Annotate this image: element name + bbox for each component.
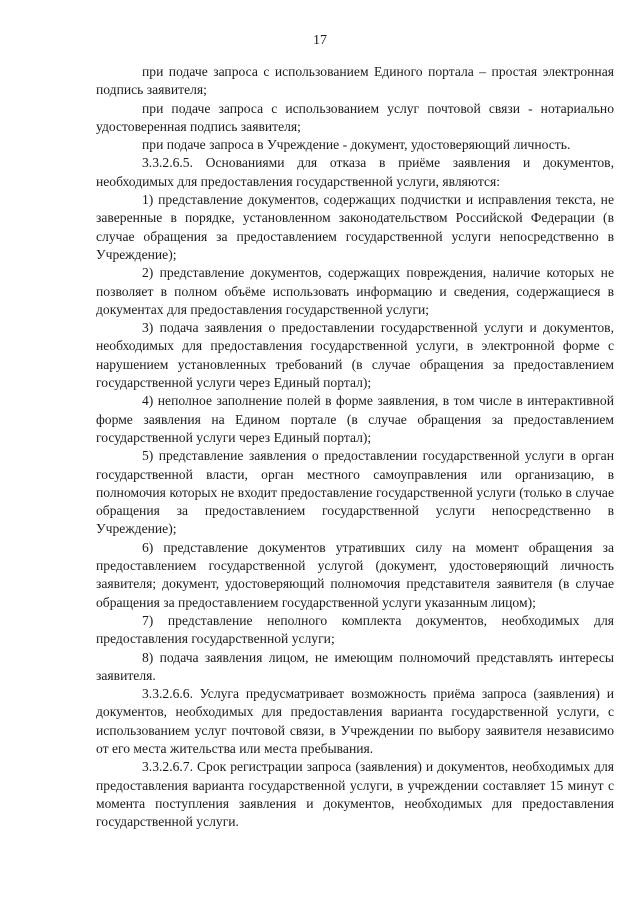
paragraph: 3.3.2.6.7. Срок регистрации запроса (заявления) и документов, необходимых для предоставления варианта государственной услуги, в учреждении составляет 15 минут с момента поступления заявления и документов, необходимых для предоставления государственной услуги.: [96, 759, 614, 830]
list-item: 7) представление неполного комплекта документов, необходимых для предоставления государственной услуги;: [96, 612, 614, 647]
list-item: 8) подача заявления лицом, не имеющим полномочий представлять интересы заявителя.: [96, 649, 614, 683]
body-text: [96, 63, 614, 831]
list-item: 3) подача заявления о предоставлении государственной услуги и документов, необходимых для предоставления государственной услуги, в электронной форме с нарушением установленных требований (в случае обращения за предоставлением государственной услуги через Единый портал);: [96, 320, 614, 391]
list-item: 2) представление документов, содержащих повреждения, наличие которых не позволяет в полном объёме использовать информацию и сведения, содержащиеся в документах для предоставления государственной услуги;: [96, 265, 614, 317]
list-item: 5) представление заявления о предоставлении государственной услуги в орган государственной власти, орган местного самоуправления или организацию, в полномочия которых не входит предоставление государственной услуги (только в случае обращения за предоставлением государственной услуги непосредственно в Учреждение);: [96, 448, 614, 537]
list-item: 4) неполное заполнение полей в форме заявления, в том числе в интерактивной форме заявления на Едином портале (в случае обращения за предоставлением государственной услуги через Единый портал);: [96, 393, 614, 445]
paragraph: при подаче запроса в Учреждение - документ, удостоверяющий личность.: [142, 137, 571, 153]
paragraph: 3.3.2.6.5. Основаниями для отказа в приёме заявления и документов, необходимых для предоставления государственной услуги, являются:: [96, 155, 614, 189]
paragraph: при подаче запроса с использованием услуг почтовой связи - нотариально удостоверенная подпись заявителя;: [96, 100, 614, 134]
paragraph: 3.3.2.6.6. Услуга предусматривает возможность приёма запроса (заявления) и документов, необходимых для предоставления варианта государственной услуги, с использованием услуг почтовой связи, в Учреждении по выбору заявителя независимо от его места жительства или места пребывания.: [96, 686, 614, 756]
page-number: 17: [313, 33, 327, 48]
paragraph: при подаче запроса с использованием Единого портала – простая электронная подпись заявителя;: [96, 64, 614, 98]
list-item: 1) представление документов, содержащих подчистки и исправления текста, не заверенные в порядке, установленном законодательством Российской Федерации (в случае обращения за предоставлением государственной услуги непосредственно в Учреждение);: [96, 192, 614, 262]
list-item: 6) представление документов утративших силу на момент обращения за предоставлением государственной услугой (документ, удостоверяющий личность заявителя; документ, удостоверяющий полномочия представителя заявителя (в случае обращения за предоставлением государственной услуги указанным лицом);: [96, 539, 614, 610]
